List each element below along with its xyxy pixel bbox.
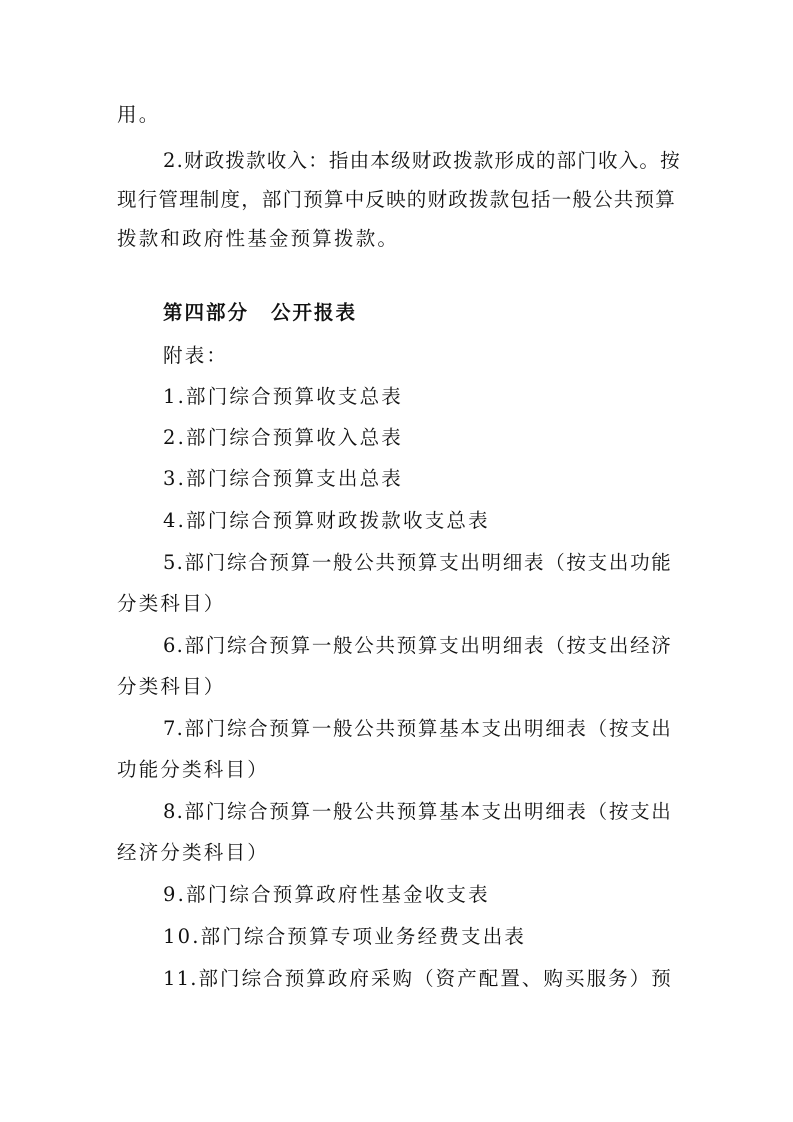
list-item-2: 2.部门综合预算收入总表 (163, 426, 404, 449)
list-item-5-line-1: 5.部门综合预算一般公共预算支出明细表（按支出功能 (163, 551, 672, 574)
paragraph-continuation: 用。 (117, 103, 161, 126)
list-item-5-line-2: 分类科目） (117, 592, 226, 615)
list-item-7-line-2: 功能分类科目） (117, 758, 269, 781)
list-item-4: 4.部门综合预算财政拨款收支总表 (163, 509, 490, 532)
attachment-label: 附表： (163, 344, 229, 367)
list-item-6-line-1: 6.部门综合预算一般公共预算支出明细表（按支出经济 (163, 634, 672, 657)
paragraph-fiscal-appropriation-line-3: 拨款和政府性基金预算拨款。 (117, 227, 400, 250)
list-item-10: 10.部门综合预算专项业务经费支出表 (163, 925, 527, 948)
section-heading-part: 第四部分 (163, 301, 250, 324)
list-item-7-line-1: 7.部门综合预算一般公共预算基本支出明细表（按支出 (163, 717, 672, 740)
section-heading (163, 301, 357, 325)
list-item-3: 3.部门综合预算支出总表 (163, 467, 404, 490)
paragraph-fiscal-appropriation-line-2: 现行管理制度，部门预算中反映的财政拨款包括一般公共预算 (117, 188, 676, 211)
list-item-8-line-1: 8.部门综合预算一般公共预算基本支出明细表（按支出 (163, 800, 672, 823)
list-item-6-line-2: 分类科目） (117, 675, 226, 698)
list-item-9: 9.部门综合预算政府性基金收支表 (163, 883, 490, 906)
list-item-1: 1.部门综合预算收支总表 (163, 385, 404, 408)
list-item-11-line-1: 11.部门综合预算政府采购（资产配置、购买服务）预 (163, 967, 672, 990)
list-item-8-line-2: 经济分类科目） (117, 841, 269, 864)
paragraph-fiscal-appropriation-line-1: 2.财政拨款收入：指由本级财政拨款形成的部门收入。按 (163, 149, 681, 172)
section-heading-name: 公开报表 (271, 301, 358, 324)
